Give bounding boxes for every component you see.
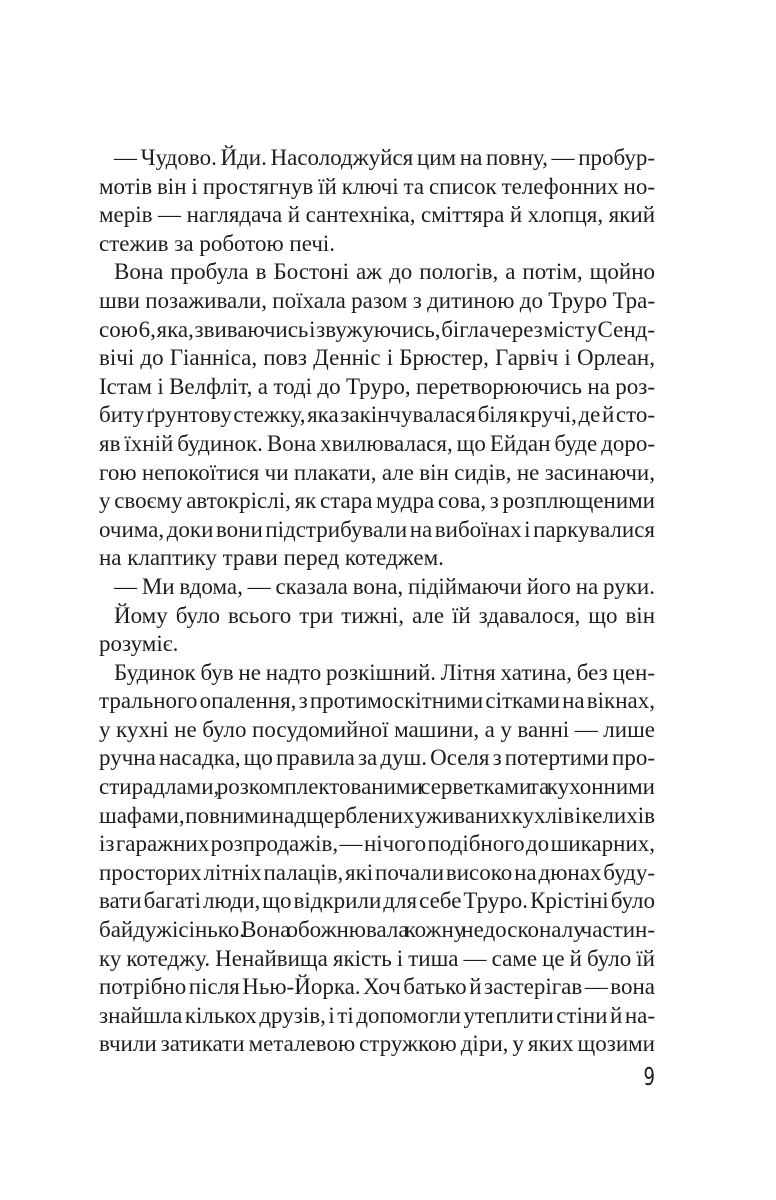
text-line: мерів — наглядача й сантехніка, сміттяра й хлопця, який [99, 202, 655, 228]
text-line: ручна насадка, що правила за душ. Оселя з потертими про- [99, 745, 655, 771]
text-line: — Чудово. Йди. Насолоджуйся цим на повну, — пробур- [114, 145, 655, 170]
paragraph [99, 258, 655, 573]
text-line: Йому було всього три тижні, але їй здавалося, що він [114, 602, 655, 628]
text-line: — Ми вдома, — сказала вона, підіймаючи його на руки. [114, 573, 655, 599]
text-line: мотів він і простягнув їй ключі та список телефонних но- [99, 173, 655, 199]
page-number: 9 [643, 1062, 655, 1091]
paragraph [99, 602, 655, 659]
text-line: із гаражних розпродажів, — нічого подібного до шикарних, [99, 831, 655, 857]
text-line: сою 6, яка, звиваючись і звужуючись, бігла через міст у Сенд- [99, 316, 655, 342]
text-line: потрібно після Нью-Йорка. Хоч батько й застерігав — вона [99, 974, 655, 1000]
text-line: Вона пробула в Бостоні аж до пологів, а потім, щойно [114, 259, 655, 285]
text-line: вати багаті люди, що відкрили для себе Труро. Крістіні було [99, 888, 655, 914]
paragraph [99, 659, 655, 1059]
text-line: шви позаживали, поїхала разом з дитиною до Труро Тра- [99, 287, 655, 313]
text-line: у кухні не було посудомийної машини, а у ванні — лише [99, 716, 655, 742]
text-line: яв їхній будинок. Вона хвилювалася, що Ейдан буде доро- [99, 430, 655, 456]
text-line: у своєму автокріслі, як стара мудра сова, з розплющеними [99, 488, 655, 514]
text-line: стежив за роботою печі. [99, 230, 336, 256]
text-line: вчили затикати металевою стружкою діри, у яких щозими [99, 1031, 655, 1057]
text-line: знайшла кількох друзів, і ті допомогли утеплити стіни й на- [99, 1002, 655, 1028]
text-line: Будинок був не надто розкішний. Літня хатина, без цен- [114, 659, 655, 685]
paragraph [99, 144, 655, 258]
text-line: биту ґрунтову стежку, яка закінчувалася біля кручі, де й сто- [99, 402, 655, 428]
text-line: шафами, повними надщерблених уживаних кухлів і келихів [99, 802, 655, 828]
text-line: на клаптику трави перед котеджем. [99, 545, 444, 571]
text-line: розуміє. [99, 631, 179, 657]
page-text-block [99, 144, 655, 1059]
text-line: трального опалення, з протимоскітними сітками на вікнах, [99, 688, 655, 714]
text-line: ку котеджу. Ненайвища якість і тиша — саме це й було їй [99, 945, 655, 971]
paragraph [99, 573, 655, 602]
text-line: очима, доки вони підстрибували на вибоїнах і паркувалися [99, 516, 655, 542]
text-line: вічі до Гіанніса, повз Денніс і Брюстер, Гарвіч і Орлеан, [99, 345, 655, 371]
text-line: гою непокоїтися чи плакати, але він сидів, не засинаючи, [99, 459, 655, 485]
text-line: байдужісінько. Вона обожнювала кожну недосконалу частин- [99, 917, 655, 943]
text-line: Істам і Велфліт, а тоді до Труро, перетворюючись на роз- [99, 373, 655, 399]
text-line: просторих літніх палаців, які почали високо на дюнах буду- [99, 859, 655, 885]
text-line: стирадлами, розкомплектованими серветками та кухонними [99, 774, 655, 800]
